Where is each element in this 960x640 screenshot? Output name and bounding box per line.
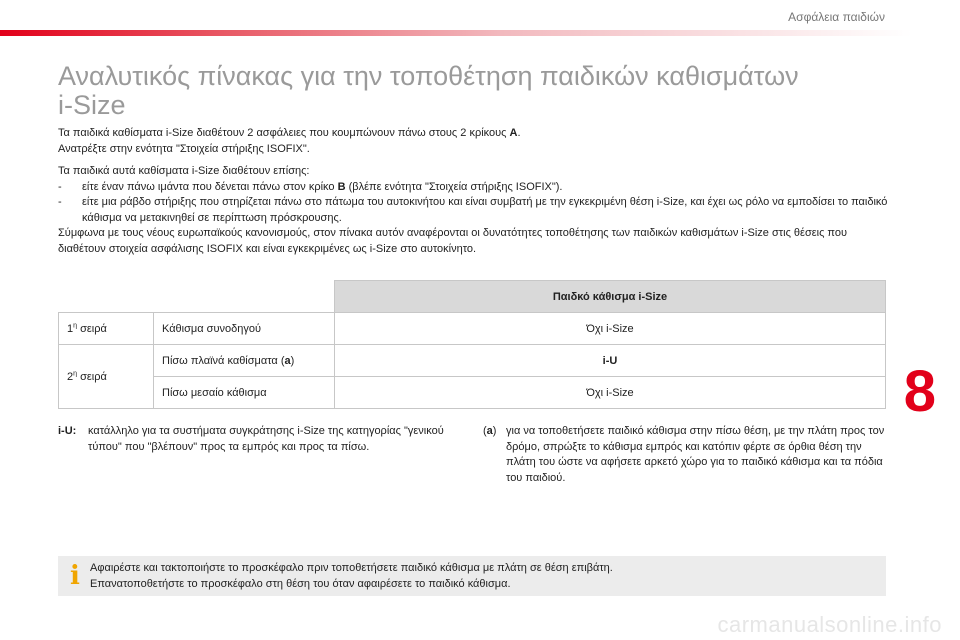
ring-a-label: A <box>509 127 518 139</box>
seat-rear-middle: Πίσω μεσαίο κάθισμα <box>154 377 335 409</box>
row-text: σειρά <box>77 370 107 383</box>
info-box <box>58 556 886 596</box>
table-row <box>59 345 886 377</box>
bullet-item-1 <box>58 180 894 196</box>
seat-rear-outer <box>154 345 335 377</box>
table-blank-cell <box>59 281 335 313</box>
bullet1-post: (βλέπε ενότητα "Στοιχεία στήριξης ISOFIX"). <box>345 180 563 193</box>
legend-iu-key: i-U: <box>58 425 77 437</box>
value-passenger: Όχι i-Size <box>335 313 886 345</box>
row-text: σειρά <box>77 322 107 335</box>
row-label-first <box>59 313 154 345</box>
info-text <box>90 561 870 592</box>
row-sup: η <box>73 369 78 377</box>
seat-passenger: Κάθισμα συνοδηγού <box>154 313 335 345</box>
paren-close: ) <box>492 425 497 437</box>
intro-text <box>58 126 894 257</box>
watermark: carmanualsonline.info <box>717 612 942 637</box>
legend-a <box>483 424 887 486</box>
intro-p1-end: . <box>517 127 521 139</box>
table-row <box>59 377 886 409</box>
section-title: Ασφάλεια παιδιών <box>788 10 885 24</box>
info-line-1: Αφαιρέστε και τακτοποιήστε το προσκέφαλο πριν τοποθετήσετε παιδικό κάθισμα με πλάτη σε θέση επιβάτη. <box>90 562 613 574</box>
page-title <box>58 62 888 120</box>
intro-paragraph-4: Σύμφωνα με τους νέους ευρωπαϊκούς κανονισμούς, στον πίνακα αυτόν αναφέρονται οι δυνατότητες τοποθέτησης των παιδικών καθισμάτων i-Size στις θέσεις που διαθέτουν στοιχεία ασφάλισης ISOFIX και είναι εγκεκριμένες ως i-Size στο αυτοκίνητο. <box>58 227 848 255</box>
bullet-item-2 <box>58 195 894 226</box>
bullet-dash: - <box>58 180 62 193</box>
row-num: 1 <box>67 322 74 335</box>
bullet-text-2: είτε μια ράβδο στήριξης που στηρίζεται πάνω στο πάτωμα του αυτοκινήτου και είναι συμβατή με την εγκεκριμένη θέση i-Size, και έχει ως ρόλο να εμποδίσει το παιδικό κάθισμα να μετακινηθεί σε περίπτωση πρόσκρουσης. <box>82 196 888 224</box>
seat-a-note: a <box>284 354 291 367</box>
legend-iu <box>58 424 478 455</box>
legend-iu-text: κατάλληλο για τα συστήματα συγκράτησης i-Size της κατηγορίας "γενικού τύπου" που "βλέπουν" προς τα εμπρός και προς τα πίσω. <box>88 425 444 453</box>
legend-a-letter: a <box>486 425 493 437</box>
intro-paragraph-1 <box>58 126 894 142</box>
ring-b-label: B <box>337 180 346 193</box>
bullet-dash: - <box>58 196 62 208</box>
bullet-text-1 <box>82 180 894 196</box>
row-sup: η <box>73 321 78 329</box>
table-header-row <box>59 281 886 313</box>
bullet1-pre: είτε έναν πάνω ιμάντα που δένεται πάνω στον κρίκο <box>82 180 338 193</box>
isize-compatibility-table <box>58 280 886 409</box>
seat-a-post: ) <box>290 354 295 367</box>
info-icon: i <box>70 561 80 591</box>
paren-open: ( <box>483 425 487 437</box>
value-rear-middle: Όχι i-Size <box>335 377 886 409</box>
intro-paragraph-2: Ανατρέξτε στην ενότητα "Στοιχεία στήριξης ISOFIX". <box>58 142 310 155</box>
table-header-isize: Παιδκό κάθισμα i-Size <box>335 281 886 313</box>
chapter-number: 8 <box>903 359 936 424</box>
page-title-line2: i-Size <box>58 90 126 120</box>
value-rear-outer: i-U <box>335 345 886 377</box>
seat-a-pre: Πίσω πλαϊνά καθίσματα ( <box>162 354 285 367</box>
row-num: 2 <box>67 370 74 383</box>
header-accent-bar <box>0 30 912 36</box>
info-line-2: Επανατοποθετήστε το προσκέφαλο στη θέση του όταν αφαιρέσετε το παιδικό κάθισμα. <box>90 577 511 590</box>
table-row <box>59 313 886 345</box>
legend-a-key <box>483 424 506 486</box>
row-label-second <box>59 345 154 409</box>
intro-paragraph-3: Τα παιδικά αυτά καθίσματα i-Size διαθέτουν επίσης: <box>58 165 310 177</box>
legend-a-text: για να τοποθετήσετε παιδικό κάθισμα στην πίσω θέση, με την πλάτη προς τον δρόμο, σπρώξτε το κάθισμα εμπρός και κατόπιν φέρτε σε όρθια θέση την πλάτη του ώστε να αφήσετε αρκετό χώρο για το παιδικό κάθισμα και τα πόδια του παιδιού. <box>506 425 885 484</box>
intro-p1-text: Τα παιδικά καθίσματα i-Size διαθέτουν 2 ασφάλειες που κουμπώνουν πάνω στους 2 κρίκους <box>58 127 510 139</box>
page-title-line1: Αναλυτικός πίνακας για την τοποθέτηση παιδικών καθισμάτων <box>58 61 799 91</box>
